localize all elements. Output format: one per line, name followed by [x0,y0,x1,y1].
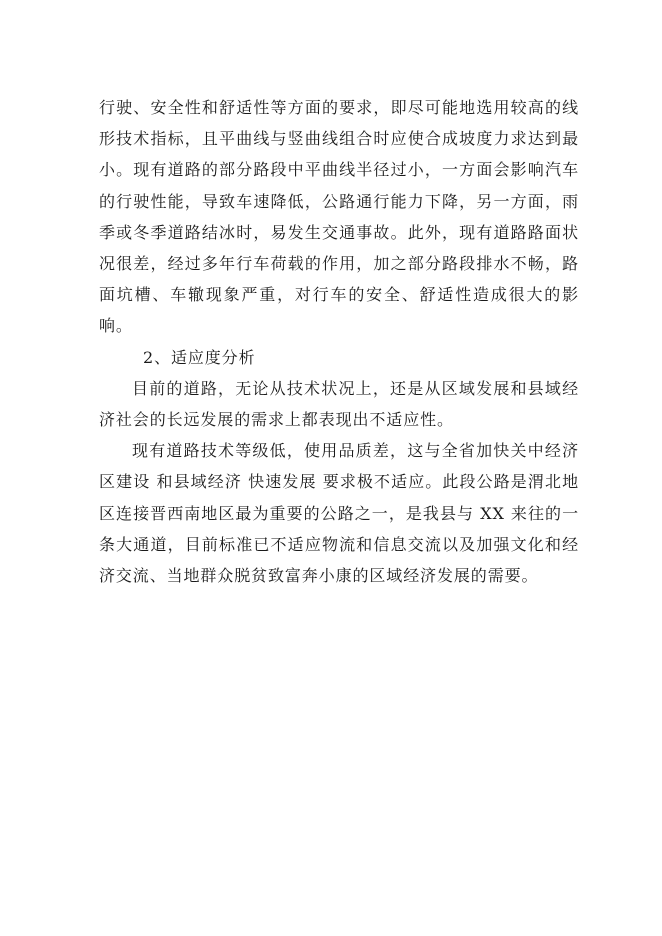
section-heading: 2、适应度分析 [143,347,256,367]
document-body [99,92,579,591]
paragraph-road-standard: 现有道路技术等级低，使用品质差，这与全省加快关中经济区建设 和县域经济 快速发展 要求极不适应。此段公路是渭北地区连接晋西南地区最为重要的公路之一，是我县与 XX 来往的一条大通道，目前标准已不适应物流和信息交流以及加强文化和经济交流、当地群众脱贫致富奔小康的区域经济发展的需要。 [99,441,579,586]
paragraph-current-road: 目前的道路，无论从技术状况上，还是从区域发展和县域经济社会的长远发展的需求上都表现出不适应性。 [99,378,579,430]
paragraph-continued: 行驶、安全性和舒适性等方面的要求，即尽可能地选用较高的线形技术指标，且平曲线与竖曲线组合时应使合成坡度力求达到最小。现有道路的部分路段中平曲线半径过小，一方面会影响汽车的行驶性能，导致车速降低，公路通行能力下降，另一方面，雨季或冬季道路结冰时，易发生交通事故。此外，现有道路路面状况很差，经过多年行车荷载的作用，加之部分路段排水不畅，路面坑槽、车辙现象严重，对行车的安全、舒适性造成很大的影响。 [99,98,579,336]
